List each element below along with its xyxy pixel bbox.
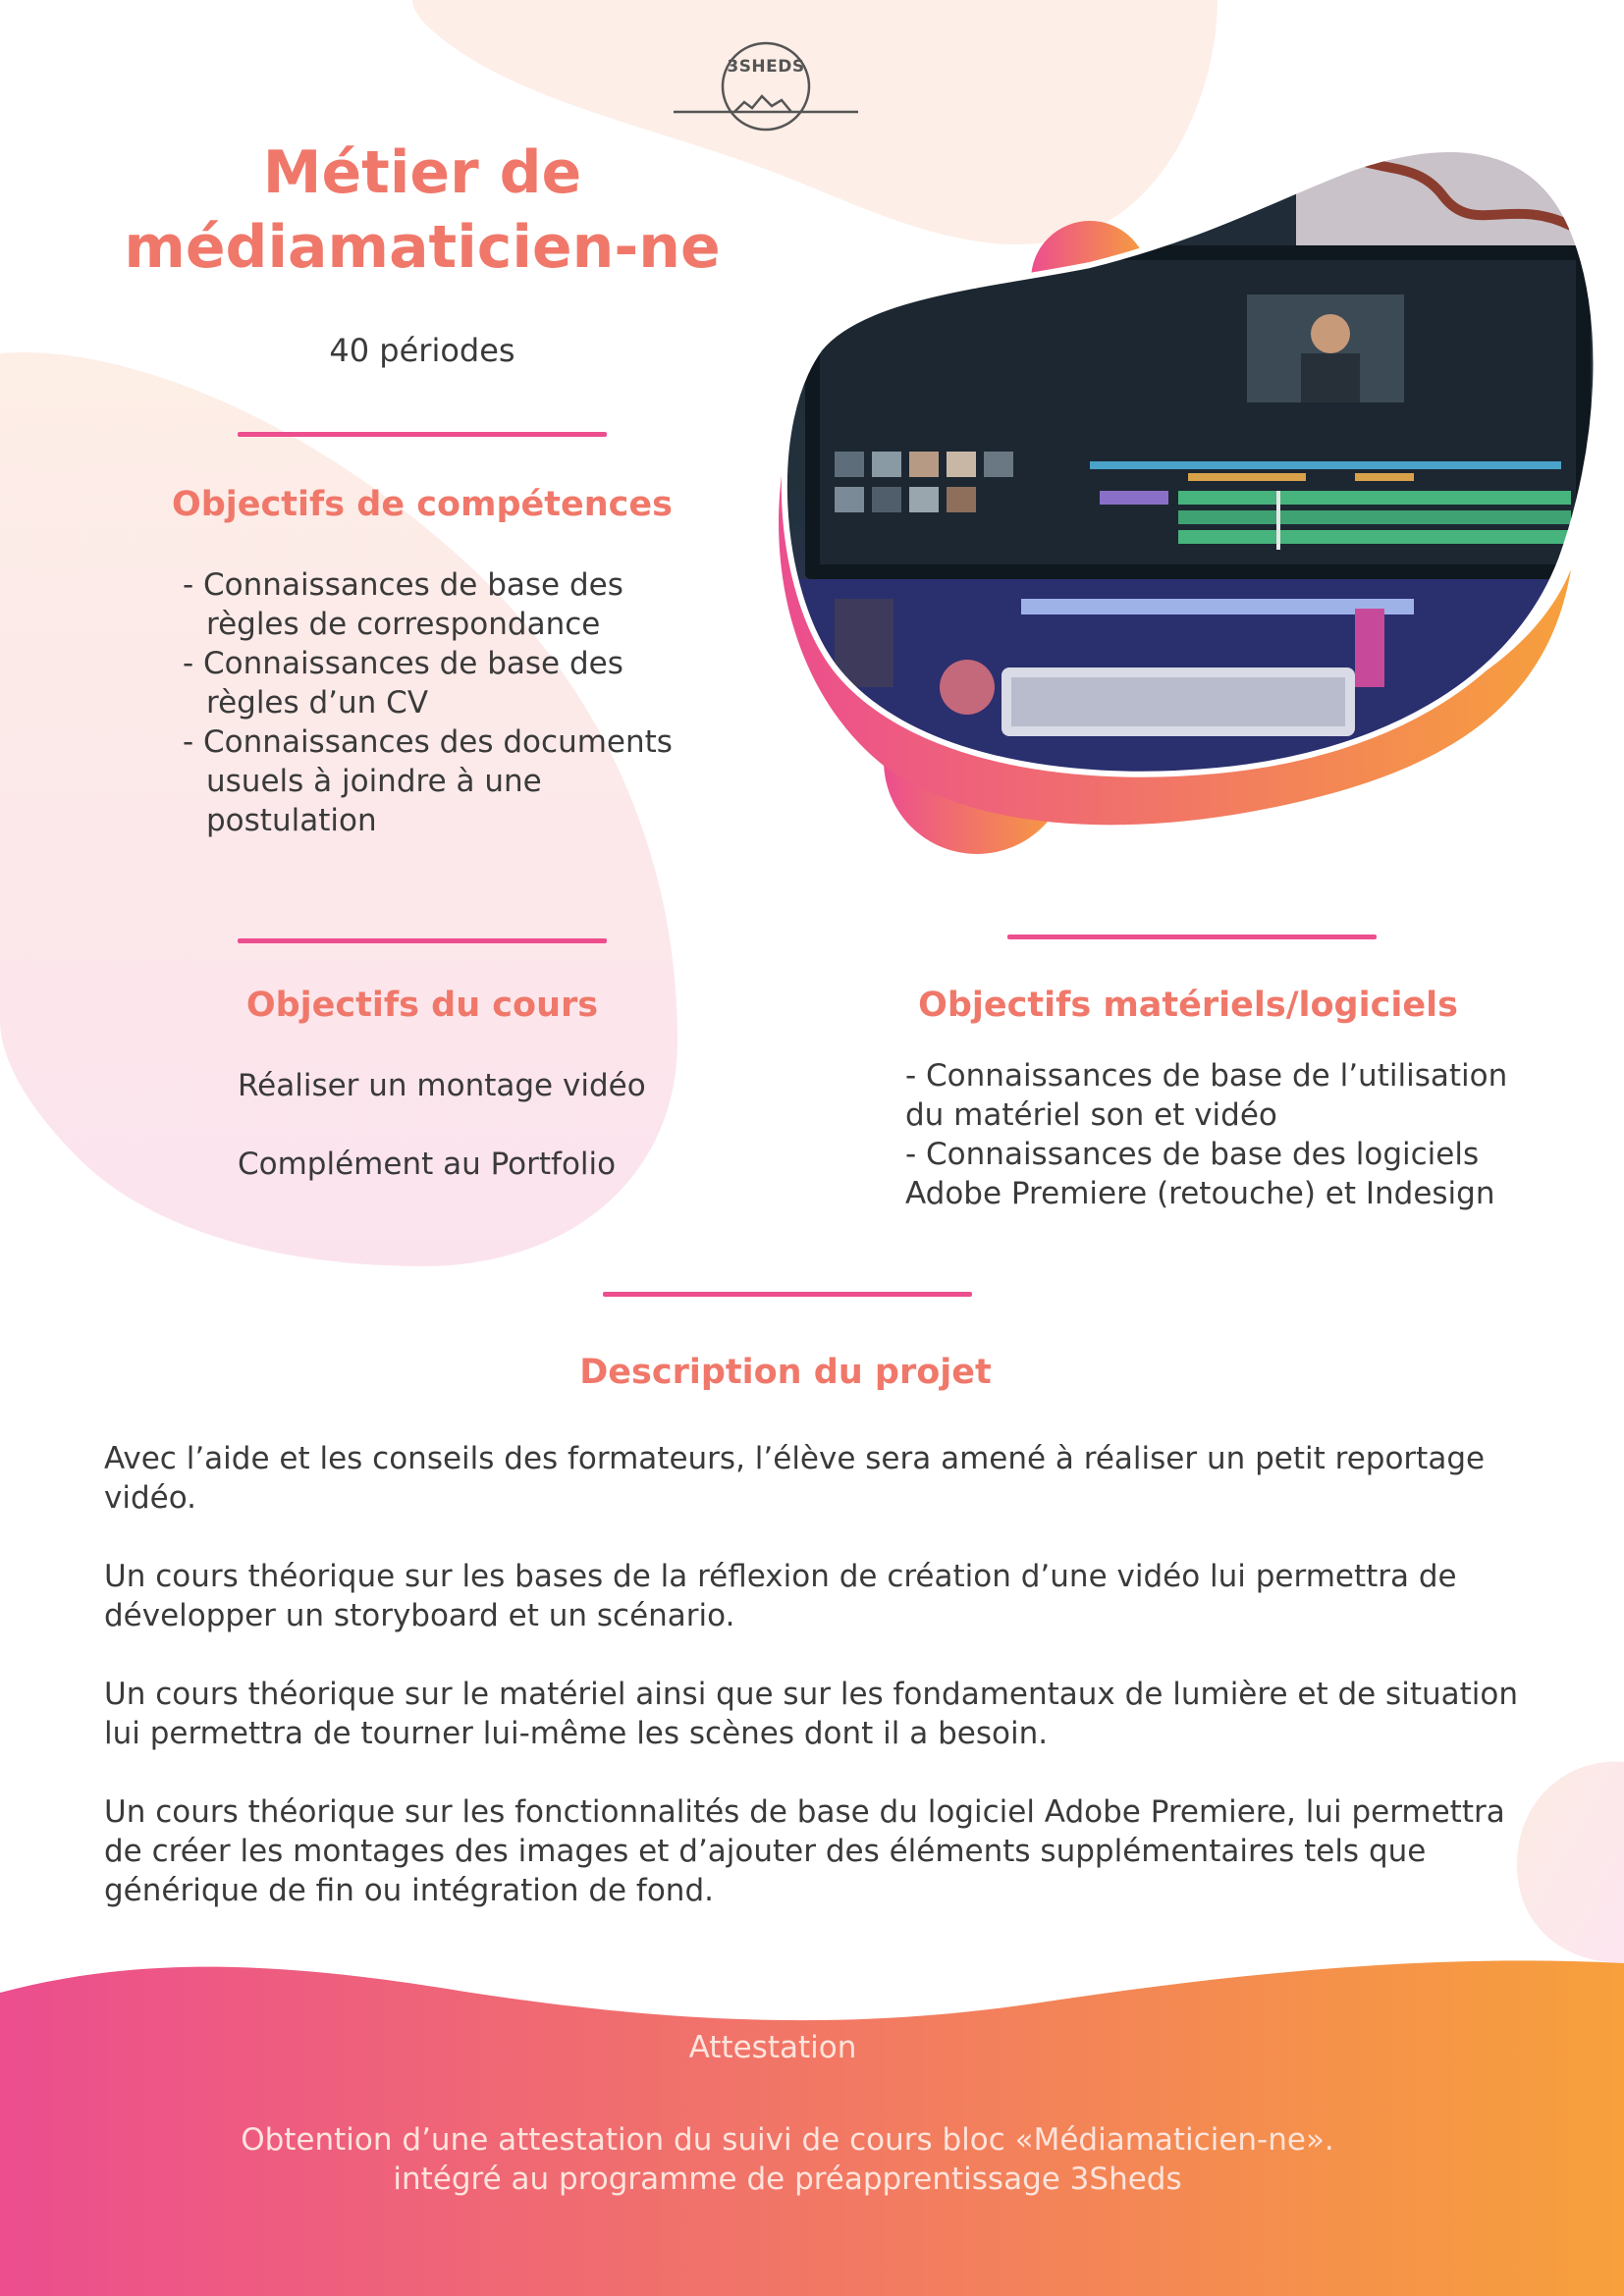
description-heading: Description du projet [579, 1353, 992, 1392]
divider [238, 432, 607, 437]
page-title [98, 135, 746, 285]
title-line-2: médiamaticien-ne [124, 213, 721, 282]
footer-line-2: intégré au programme de préapprentissage 3Sheds [393, 2162, 1182, 2197]
divider [238, 938, 607, 943]
list-item: - Connaissances de base des logiciels Adobe Premiere (retouche) et Indesign [905, 1137, 1495, 1211]
materials-heading: Objectifs matériels/logiciels [918, 986, 1458, 1025]
list-item: Complément au Portfolio [238, 1147, 617, 1182]
competences-list [183, 565, 693, 840]
course-heading: Objectifs du cours [245, 986, 599, 1025]
footer-line-1: Obtention d’une attestation du suivi de cours bloc «Médiamaticien-ne». [241, 2122, 1334, 2158]
list-item: - Connaissances de base des règles de correspondance [183, 567, 623, 642]
list-item: Réaliser un montage vidéo [238, 1068, 646, 1103]
description-paragraph: Un cours théorique sur le matériel ainsi que sur les fondamentaux de lumière et de situation lui permettra de tourner lui-même les scènes dont il a besoin. [104, 1677, 1519, 1751]
list-item: - Connaissances des documents usuels à joindre à une postulation [183, 724, 673, 838]
divider [1007, 934, 1377, 939]
course-objectives [238, 1066, 689, 1184]
description-body [104, 1439, 1538, 1949]
competences-heading: Objectifs de compétences [172, 485, 673, 524]
footer-text [98, 2120, 1477, 2199]
title-line-1: Métier de [262, 138, 582, 207]
logo-text: 3SHEDS [727, 57, 805, 77]
description-paragraph: Un cours théorique sur les bases de la réflexion de création d’une vidéo lui permettra de développer un storyboard et un scénario. [104, 1559, 1457, 1633]
description-paragraph: Avec l’aide et les conseils des formateurs, l’élève sera amené à réaliser un petit reportage vidéo. [104, 1441, 1486, 1516]
description-paragraph: Un cours théorique sur les fonctionnalités de base du logiciel Adobe Premiere, lui permettra de créer les montages des images et d’ajouter des éléments supplémentaires tels que générique de fin ou intégration de fond. [104, 1794, 1505, 1908]
footer-title: Attestation [688, 2030, 857, 2065]
materials-objectives [905, 1056, 1514, 1213]
mountain-line-icon [670, 35, 862, 137]
periods-count: 40 périodes [329, 332, 515, 369]
list-item: - Connaissances de base de l’utilisation du matériel son et vidéo [905, 1058, 1508, 1133]
list-item: - Connaissances de base des règles d’un CV [183, 646, 623, 721]
brand-logo [670, 35, 862, 137]
divider [603, 1292, 972, 1297]
